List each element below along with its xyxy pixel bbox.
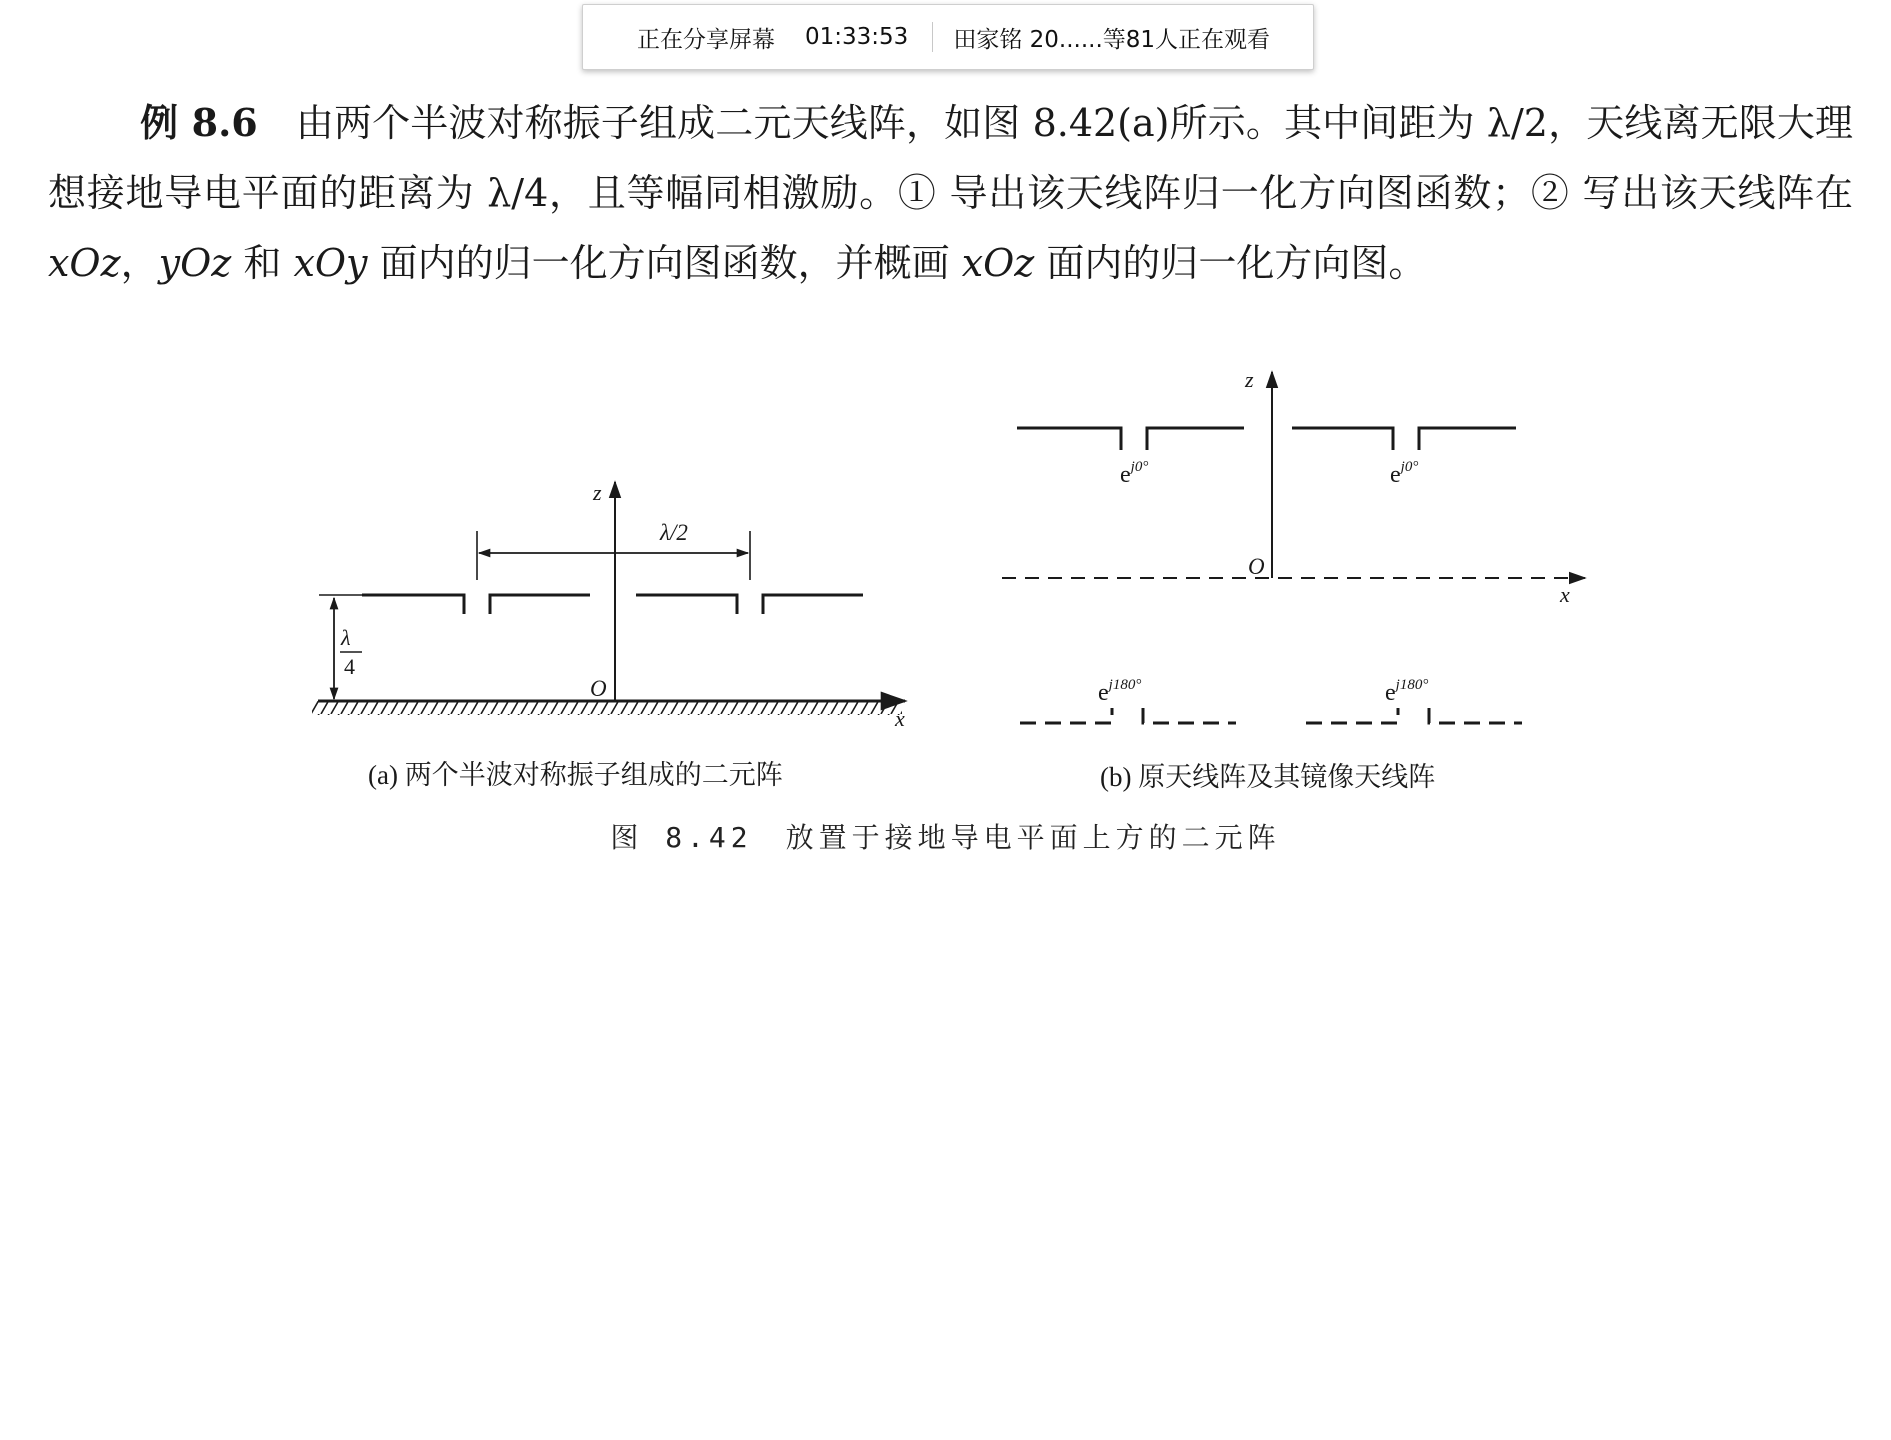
original-dipole-1-left-arm (1017, 428, 1121, 450)
problem-text-1: 由两个半波对称振子组成二元天线阵，如图 8.42(a)所示。其中间距为 λ/2，天线离无限大理想接地导电平面的距离为 λ/4，且等幅同相激励。① 导出该天线阵归一化方向图函数；② 写出该天线阵在 (48, 101, 1853, 215)
dipole-1-right-arm (490, 595, 590, 614)
z-axis-label-b: z (1245, 367, 1254, 392)
spacing-label: λ/2 (660, 520, 688, 545)
origin-label-a: O (590, 676, 607, 701)
original-dipole-1-right-arm (1147, 428, 1244, 450)
image-dipole-1-right-arm (1143, 708, 1236, 723)
original-dipole-2-left-arm (1292, 428, 1393, 450)
phase-label-image-1: $e^{j180^\circ}$ (1098, 677, 1142, 706)
dipole-2-right-arm (763, 595, 863, 614)
problem-comma: ， (120, 241, 159, 285)
image-dipole-2-left-arm (1306, 708, 1398, 723)
plane-xoz: xOz (48, 241, 121, 285)
caption-a: (a) 两个半波对称振子组成的二元阵 (368, 760, 783, 790)
problem-and: 和 (231, 241, 294, 285)
image-dipole-1-left-arm (1020, 708, 1112, 723)
height-denominator: 4 (344, 654, 355, 679)
image-dipole-2-right-arm (1429, 708, 1522, 723)
z-axis-label-a: z (593, 480, 602, 505)
original-dipole-2-right-arm (1419, 428, 1516, 450)
example-label: 例 8.6 (140, 100, 258, 145)
ground-plane-hatch (312, 701, 902, 715)
origin-label-b: O (1248, 554, 1265, 579)
plane-yoz: yOz (158, 241, 232, 285)
dipole-2-left-arm (636, 595, 737, 614)
phase-label-original-2: $e^{j0^\circ}$ (1390, 459, 1419, 488)
figure-title: 图 8.42 放置于接地导电平面上方的二元阵 (610, 821, 1281, 854)
plane-xoy: xOy (293, 241, 368, 285)
phase-label-image-2: $e^{j180^\circ}$ (1385, 677, 1429, 706)
share-timer: 01:33:53 (805, 24, 909, 50)
x-axis-label-b: x (1560, 582, 1570, 607)
share-status-text: 正在分享屏幕 (637, 26, 775, 53)
figure-a (312, 480, 905, 790)
phase-label-original-1: $e^{j0^\circ}$ (1120, 459, 1149, 488)
caption-b: (b) 原天线阵及其镜像天线阵 (1100, 762, 1436, 792)
x-axis-label-a: x (895, 706, 905, 731)
viewer-count-text[interactable]: 田家铭 20......等81人正在观看 (953, 26, 1271, 53)
dipole-1-left-arm (362, 595, 464, 614)
problem-text-3: 面内的归一化方向图。 (1034, 241, 1427, 285)
plane-xoz-2: xOz (961, 241, 1035, 285)
problem-text-2: 面内的归一化方向图函数，并概画 (367, 241, 962, 285)
height-numerator: λ (341, 625, 351, 650)
figure-b (1002, 367, 1585, 792)
